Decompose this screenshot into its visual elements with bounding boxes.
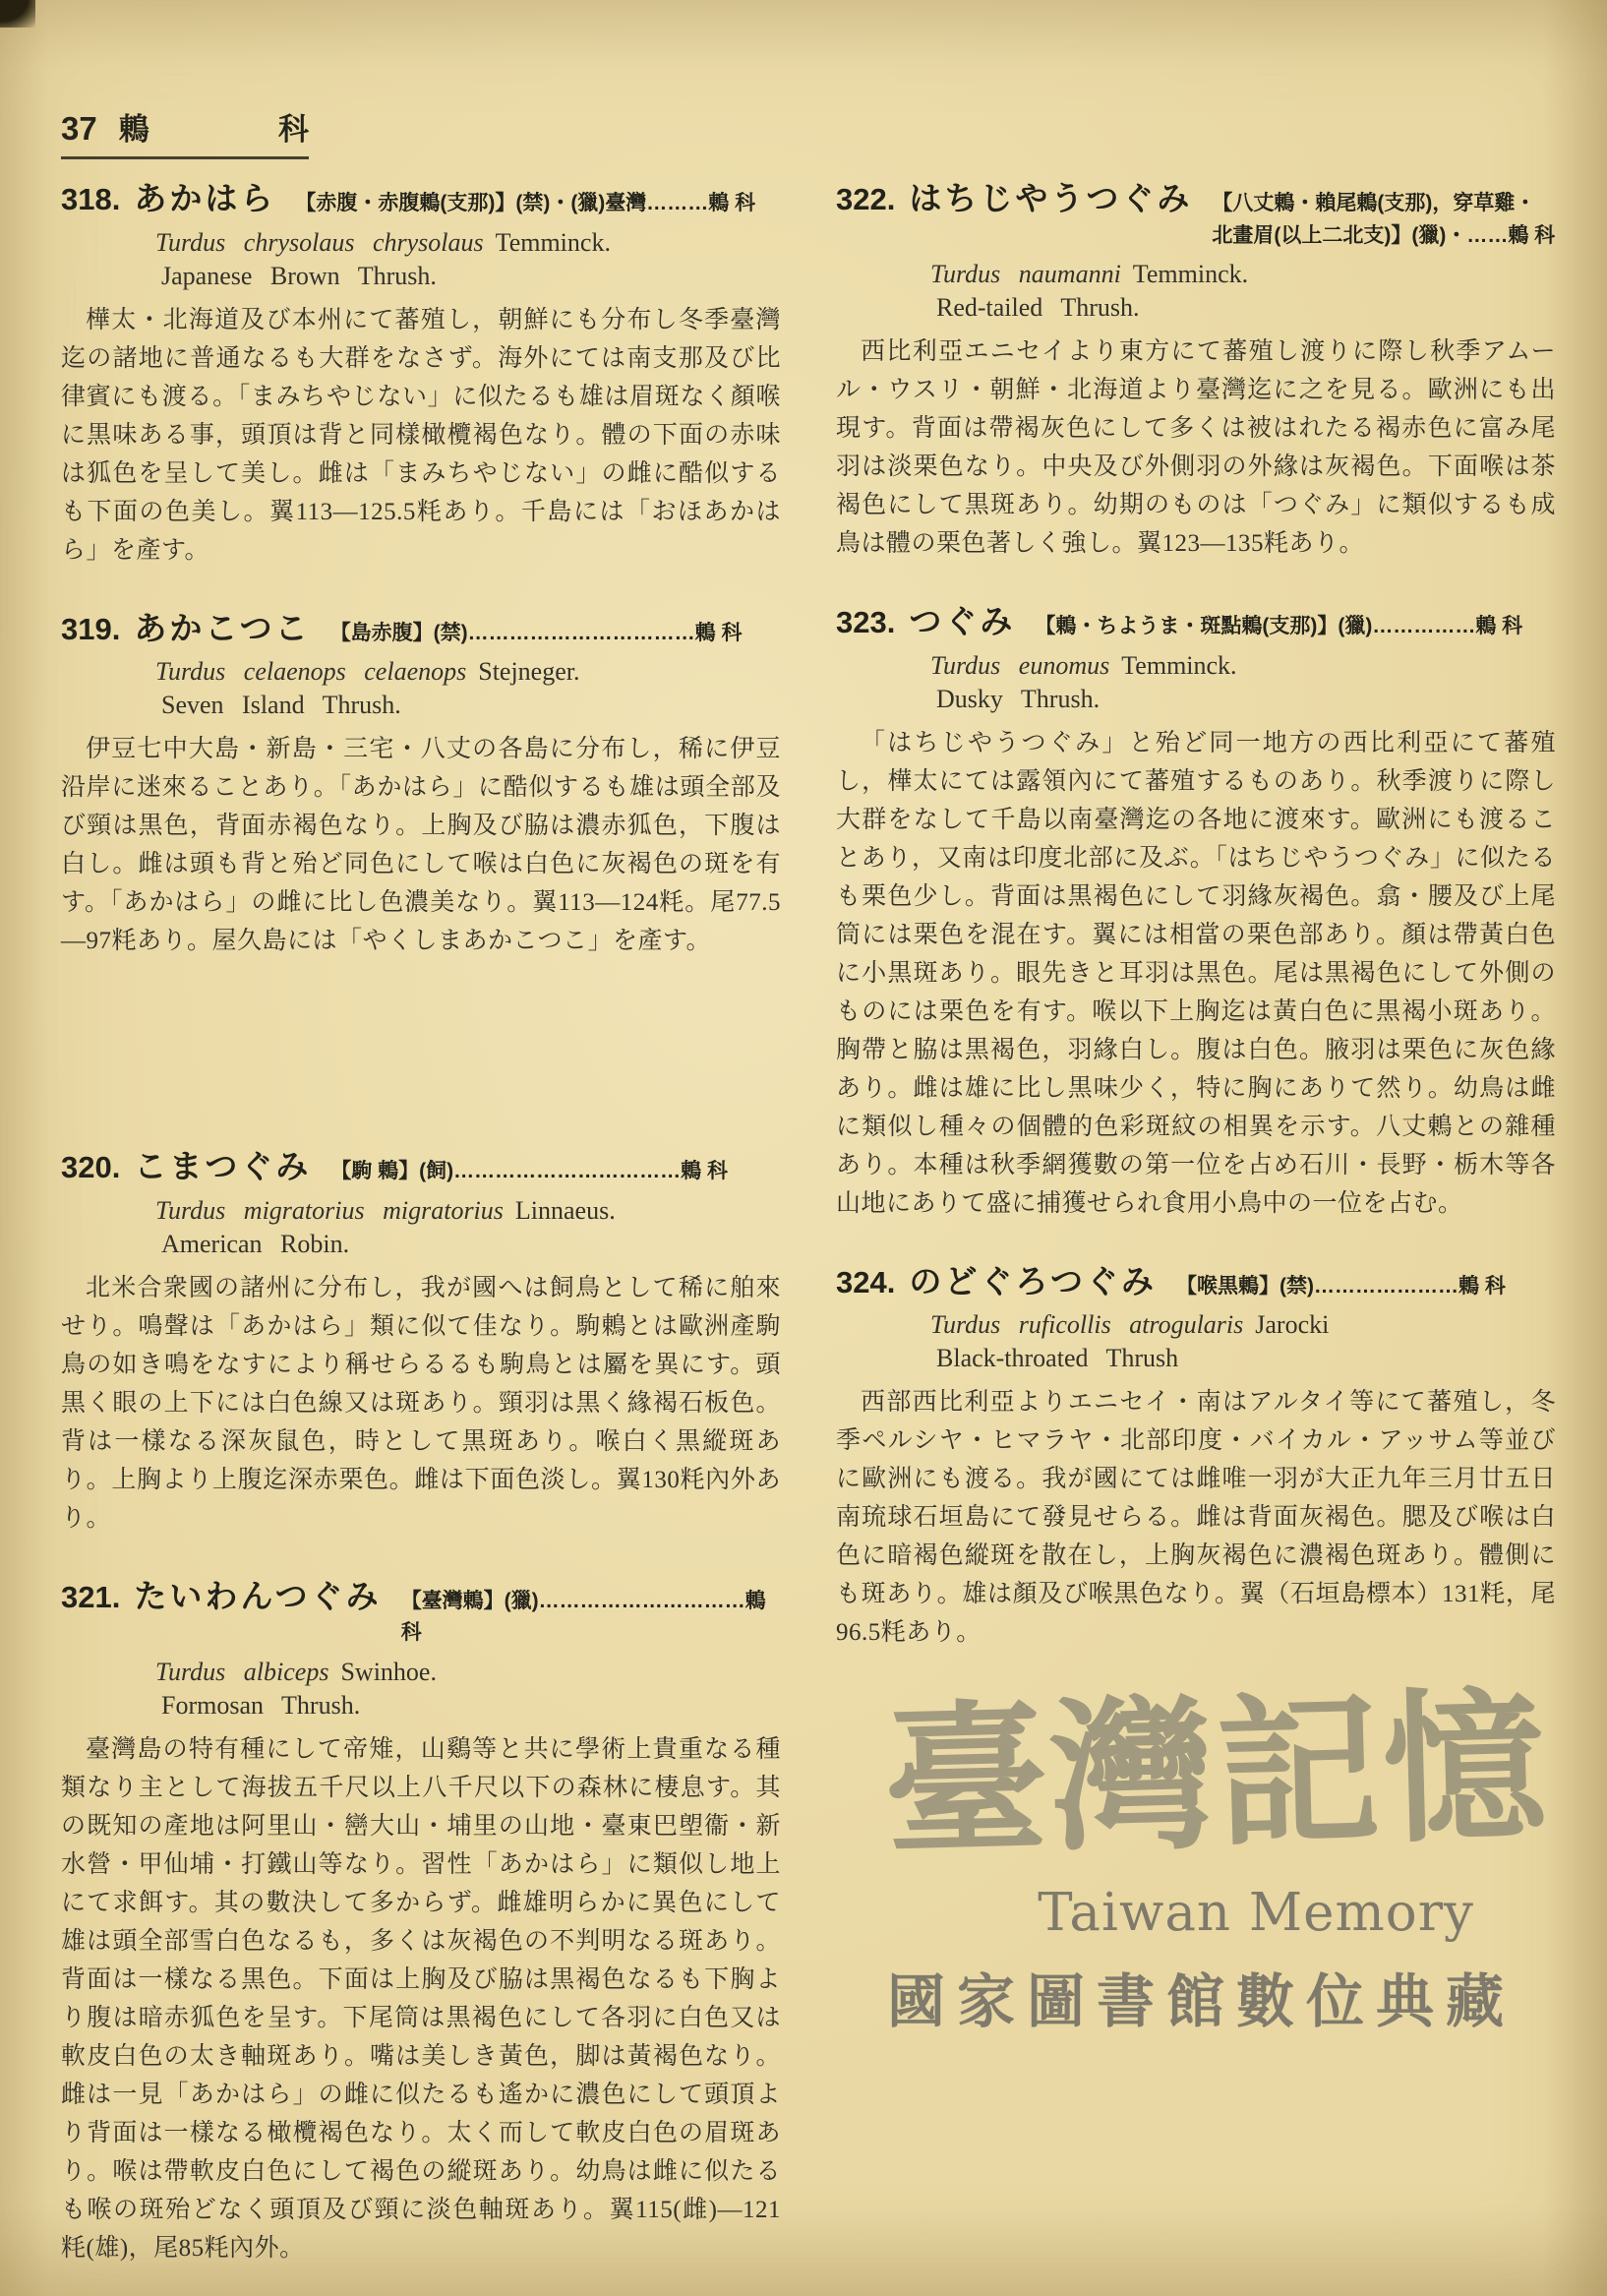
entry-kana-name: つぐみ (909, 603, 1016, 640)
english-name: Black-throated Thrush (936, 1344, 1179, 1373)
watermark-latin-text: Taiwan Memory (1038, 1882, 1474, 1943)
entry-body-text: 伊豆七中大島・新島・三宅・八丈の各島に分布し，稀に伊豆沿岸に迷來ることあり。「あかはら」に酷似するも雄は頭全部及び頸は黒色，背面赤褐色なり。上胸及び脇は濃赤狐色，下腹は白し。雌は頭も背と殆ど同色にして喉は白色に灰褐色の斑を有す。「あかはら」の雌に比し色濃美なり。翼113—124粍。尾77.5—97粍あり。屋久島には「やくしまあかこつこ」を產す。 (61, 736, 781, 955)
entry-aliases: 【八丈鶇・賴尾鶇(支那)，穿草雞・北畫眉(以上二北支)】(獵)・……鶇 科 (1212, 192, 1556, 247)
scientific-name (155, 1196, 781, 1226)
scientific-name (930, 260, 1556, 289)
scientific-binomial: Turdus eunomus (930, 650, 1110, 680)
entry-aliases: 【鶇・ちようま・斑點鶇(支那)】(獵)……………鶇 科 (1035, 615, 1523, 638)
english-name: Dusky Thrush. (936, 684, 1101, 713)
entry-body-text: 西部西比利亞よりエニセイ・南はアルタイ等にて蕃殖し，冬季ペルシヤ・ヒマラヤ・北部印度・バイカル・アッサム等並びに歐洲にも渡る。我が國にては雌唯一羽が大正九年三月廿五日南琉球石垣島にて發見せらる。雌は背面灰褐色。腮及び喉は白色に暗褐色縱斑を散在し，上胸灰褐色に濃褐色斑あり。體側にも斑あり。雄は顏及び喉黒色なり。翼（石垣島標本）131粍，尾96.5粍あり。 (836, 1389, 1556, 1647)
page-header (61, 104, 309, 159)
entry-kana-name: あかこつこ (134, 609, 311, 646)
entry-heading (61, 1571, 781, 1650)
scientific-binomial: Turdus ruficollis atrogularis (930, 1310, 1244, 1340)
entry-kana-name: たいわんつぐみ (134, 1577, 382, 1614)
entry-318 (61, 173, 781, 570)
entry-320 (61, 1141, 781, 1538)
right-column (836, 173, 1556, 2296)
column-blank-space (61, 994, 781, 1141)
entry-body-text: 「はちじやうつぐみ」と殆ど同一地方の西比利亞にて蕃殖し，樺太にては露領內にて蕃殖するものあり。秋季渡りに際し大群をなして千島以南臺灣迄の各地に渡來す。歐洲にも渡ることあり，又南は印度北部に及ぶ。「はちじやうつぐみ」に似たるも栗色少し。背面は黒褐色にして羽緣灰褐色。翕・腰及び上尾筒には栗色を混在す。翼には相當の栗色部あり。顏は帶黃白色に小黒斑あり。眼先きと耳羽は黒色。尾は黒褐色にして外側のものには栗色を有す。喉以下上胸迄は黃白色に黒褐小斑あり。胸帶と脇は黒褐色，羽緣白し。腹は白色。腋羽は栗色に灰色緣あり。雌は雄に比し黒味少く，特に胸にありて然り。幼鳥は雌に類似し種々の個體的色彩斑紋の相異を示す。八丈鶇との雜種あり。本種は秋季網獲數の第一位を占め石川・長野・栃木等各山地にありて盛に捕獲せられ食用小鳥中の一位を占む。 (836, 729, 1556, 1217)
scientific-binomial: Turdus albiceps (155, 1657, 329, 1686)
scientific-author: Stejneger. (478, 657, 580, 687)
entry-319 (61, 603, 781, 961)
scientific-author: Swinhoe. (340, 1657, 437, 1686)
entry-aliases: 【駒 鶇】(飼)……………………………鶇 科 (330, 1160, 728, 1183)
english-name: Seven Island Thrush. (161, 691, 401, 720)
entry-aliases: 【臺灣鶇】(獵)…………………………鶇 科 (400, 1589, 766, 1645)
english-name: Formosan Thrush. (161, 1690, 361, 1720)
family-title: 鶇 (118, 112, 149, 147)
scientific-author: Temminck. (1121, 650, 1237, 680)
scientific-author: Temminck. (495, 227, 611, 257)
scientific-binomial: Turdus chrysolaus chrysolaus (155, 227, 484, 257)
entry-body-text: 樺太・北海道及び本州にて蕃殖し，朝鮮にも分布し冬季臺灣迄の諸地に普通なるも大群をなさず。海外にては南支那及び比律賓にも渡る。「まみちやじない」に似たるも雄は眉斑なく顏喉に黒味ある事，頭頂は背と同樣橄欖褐色なり。體の下面の赤味は狐色を呈して美し。雌は「まみちやじない」の雌に酷似するも下面の色美し。翼113—125.5粍あり。千島には「おほあかはら」を產す。 (61, 306, 781, 564)
entry-body-text: 臺灣島の特有種にして帝雉，山鷄等と共に學術上貴重なる種類なり主として海拔五千尺以上八千尺以下の森林に棲息す。其の既知の產地は阿里山・巒大山・埔里の山地・臺東巴塱衞・新水營・甲仙埔・打鐵山等なり。習性「あかはら」に類似し地上にて求餌す。其の數決して多からず。雌雄明らかに異色にして雄は頭全部雪白色なるも，多くは灰褐色の不判明なる斑あり。背面は一樣なる黒色。下面は上胸及び脇は黒褐色なるも下胸より腹は暗赤狐色を呈す。下尾筒は黒褐色にして各羽に白色又は軟皮白色の太き軸斑あり。嘴は美しき黃色，脚は黃褐色なり。雌は一見「あかはら」の雌に似たるも遙かに濃色にして頭頂より背面は一樣なる橄欖褐色なり。太く而して軟皮白色の眉斑あり。喉は帶軟皮白色にして褐色の縱斑あり。幼鳥は雌に似たるも喉の斑殆どなく頭頂及び頸に淡色軸斑あり。翼115(雌)—121粍(雄)，尾85粍內外。 (61, 1735, 781, 2262)
entry-heading (61, 173, 781, 220)
scientific-author: Temminck. (1132, 260, 1249, 289)
entry-number: 318. (61, 182, 121, 216)
entry-number: 323. (836, 605, 896, 640)
watermark-calligraphy: 臺灣記憶 (881, 1669, 1552, 1880)
entry-heading (61, 603, 781, 650)
entry-heading (836, 173, 1556, 252)
entry-aliases: 【喉黒鶇】(禁)…………………鶇 科 (1176, 1274, 1506, 1298)
english-name: Japanese Brown Thrush. (161, 261, 437, 290)
entry-aliases: 【島赤腹】(禁)……………………………鶇 科 (329, 621, 743, 644)
english-name: American Robin. (161, 1229, 350, 1258)
scientific-name (930, 1310, 1556, 1340)
scientific-binomial: Turdus migratorius migratorius (155, 1195, 504, 1225)
two-column-text (61, 173, 1560, 2296)
entry-323 (836, 596, 1556, 1223)
entry-heading (61, 1141, 781, 1188)
page-number: 37 (61, 110, 97, 147)
entry-aliases: 【赤腹・赤腹鶇(支那)】(禁)・(獵)臺灣………鶇 科 (295, 192, 756, 214)
entry-kana-name: あかはら (134, 180, 276, 216)
entry-number: 324. (836, 1264, 896, 1299)
watermark-institution-text: 國家圖書館數位典藏 (886, 1966, 1516, 2035)
scientific-binomial: Turdus celaenops celaenops (155, 657, 467, 687)
scan-corner-stain (0, 0, 35, 28)
scientific-author: Jarocki (1255, 1310, 1330, 1340)
entry-kana-name: こまつぐみ (134, 1148, 312, 1185)
scientific-name (155, 1658, 781, 1687)
entry-number: 321. (61, 1579, 121, 1614)
entry-number: 322. (836, 182, 896, 216)
entry-321 (61, 1571, 781, 2267)
entry-324 (836, 1256, 1556, 1653)
entry-heading (836, 596, 1556, 643)
scientific-name (155, 657, 781, 687)
entry-kana-name: はちじやうつぐみ (909, 180, 1193, 216)
family-title-suffix: 科 (278, 112, 309, 147)
entry-number: 319. (61, 611, 121, 646)
scientific-name (930, 651, 1556, 681)
entry-number: 320. (61, 1150, 121, 1185)
english-name: Red-tailed Thrush. (936, 293, 1140, 323)
entry-body-text: 西比利亞エニセイより東方にて蕃殖し渡りに際し秋季アムール・ウスリ・朝鮮・北海道より臺灣迄に之を見る。歐洲にも出現す。背面は帶褐灰色にして多くは被はれたる褐赤色に富み尾羽は淡栗色なり。中央及び外側羽の外緣は灰褐色。下面喉は茶褐色にして黒斑あり。幼期のものは「つぐみ」に類似するも成鳥は體の栗色著しく強し。翼123—135粍あり。 (836, 338, 1556, 558)
entry-322 (836, 173, 1556, 563)
entry-body-text: 北米合衆國の諸州に分布し，我が國へは飼鳥として稀に舶來せり。鳴聲は「あかはら」類に似て佳なり。駒鶇とは歐洲產駒鳥の如き鳴をなすにより稱せらるるも駒鳥とは屬を異にす。頭黒く眼の上下には白色線又は斑あり。頸羽は黒く緣褐石板色。背は一樣なる深灰鼠色，時として黒斑あり。喉白く黒縱斑あり。上胸より上腹迄深赤栗色。雌は下面色淡し。翼130粍內外あり。 (61, 1274, 781, 1532)
scientific-author: Linnaeus. (514, 1195, 616, 1225)
left-column (61, 173, 781, 2296)
scientific-binomial: Turdus naumanni (930, 260, 1121, 289)
entry-heading (836, 1256, 1556, 1303)
entry-kana-name: のどぐろつぐみ (909, 1262, 1158, 1299)
scientific-name (155, 228, 781, 258)
